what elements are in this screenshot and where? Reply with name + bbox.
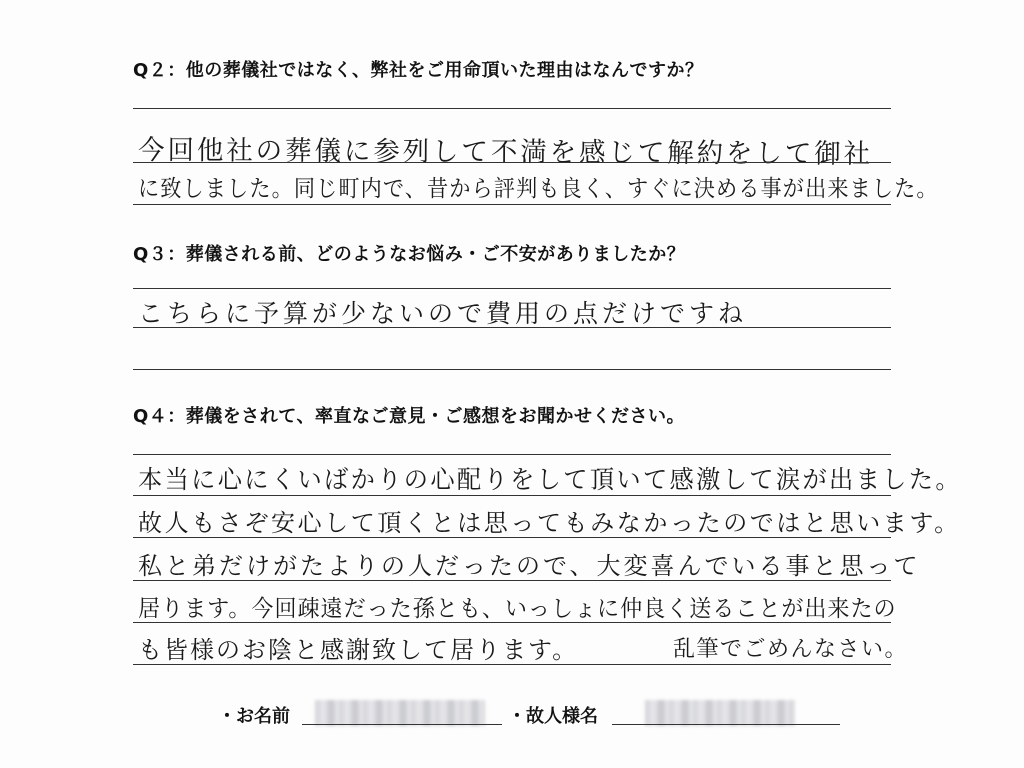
answer-q3-line-1: こちらに予算が少ないので費用の点だけですね: [138, 299, 748, 328]
answer-q2-line-1: 今回他社の葬儀に参列して不満を感じて解約をして御社: [138, 135, 874, 170]
question-4: Q４：葬儀をされて、率直なご意見・ご感想をお聞かせください。: [133, 406, 685, 427]
answer-rule: [133, 537, 891, 538]
answer-q4-line-2: 故人もさぞ安心して頂くとは思ってもみなかったのではと思います。: [138, 509, 961, 537]
answer-rule: [133, 204, 891, 205]
question-2: Q２：他の葬儀社ではなく、弊社をご用命頂いた理由はなんですか？: [133, 60, 704, 81]
name-label: ・お名前: [218, 706, 290, 727]
name-underline: [302, 724, 502, 725]
deceased-name-label: ・故人様名: [508, 706, 598, 727]
answer-rule: [133, 622, 891, 623]
answer-rule: [133, 108, 891, 109]
answer-rule: [133, 495, 891, 496]
answer-q4-apology: 乱筆でごめんなさい。: [673, 637, 909, 662]
answer-q4-line-5: も皆様のお陰と感謝致して居ります。: [138, 636, 579, 664]
answer-q4-line-4: 居ります。今回疎遠だった孫とも、いっしょに仲良く送ることが出来たの: [138, 596, 897, 622]
redacted-name: [315, 700, 485, 726]
answer-rule: [133, 288, 891, 289]
answer-q4-line-1: 本当に心にくいばかりの心配りをして頂いて感激して涙が出ました。: [138, 465, 962, 494]
answer-rule: [133, 327, 891, 328]
answer-rule: [133, 162, 891, 163]
answer-rule: [133, 664, 891, 665]
answer-q2-line-2: に致しました。同じ町内で、昔から評判も良く、すぐに決める事が出来ました。: [138, 176, 939, 202]
question-3: Q３：葬儀される前、どのようなお悩み・ご不安がありましたか？: [133, 244, 686, 265]
answer-q4-line-3: 私と弟だけがたよりの人だったので、大変喜んでいる事と思って: [138, 552, 921, 580]
answer-rule: [133, 454, 891, 455]
redacted-deceased-name: [645, 700, 795, 726]
answer-rule: [133, 580, 891, 581]
answer-rule: [133, 369, 891, 370]
deceased-name-underline: [612, 724, 840, 725]
